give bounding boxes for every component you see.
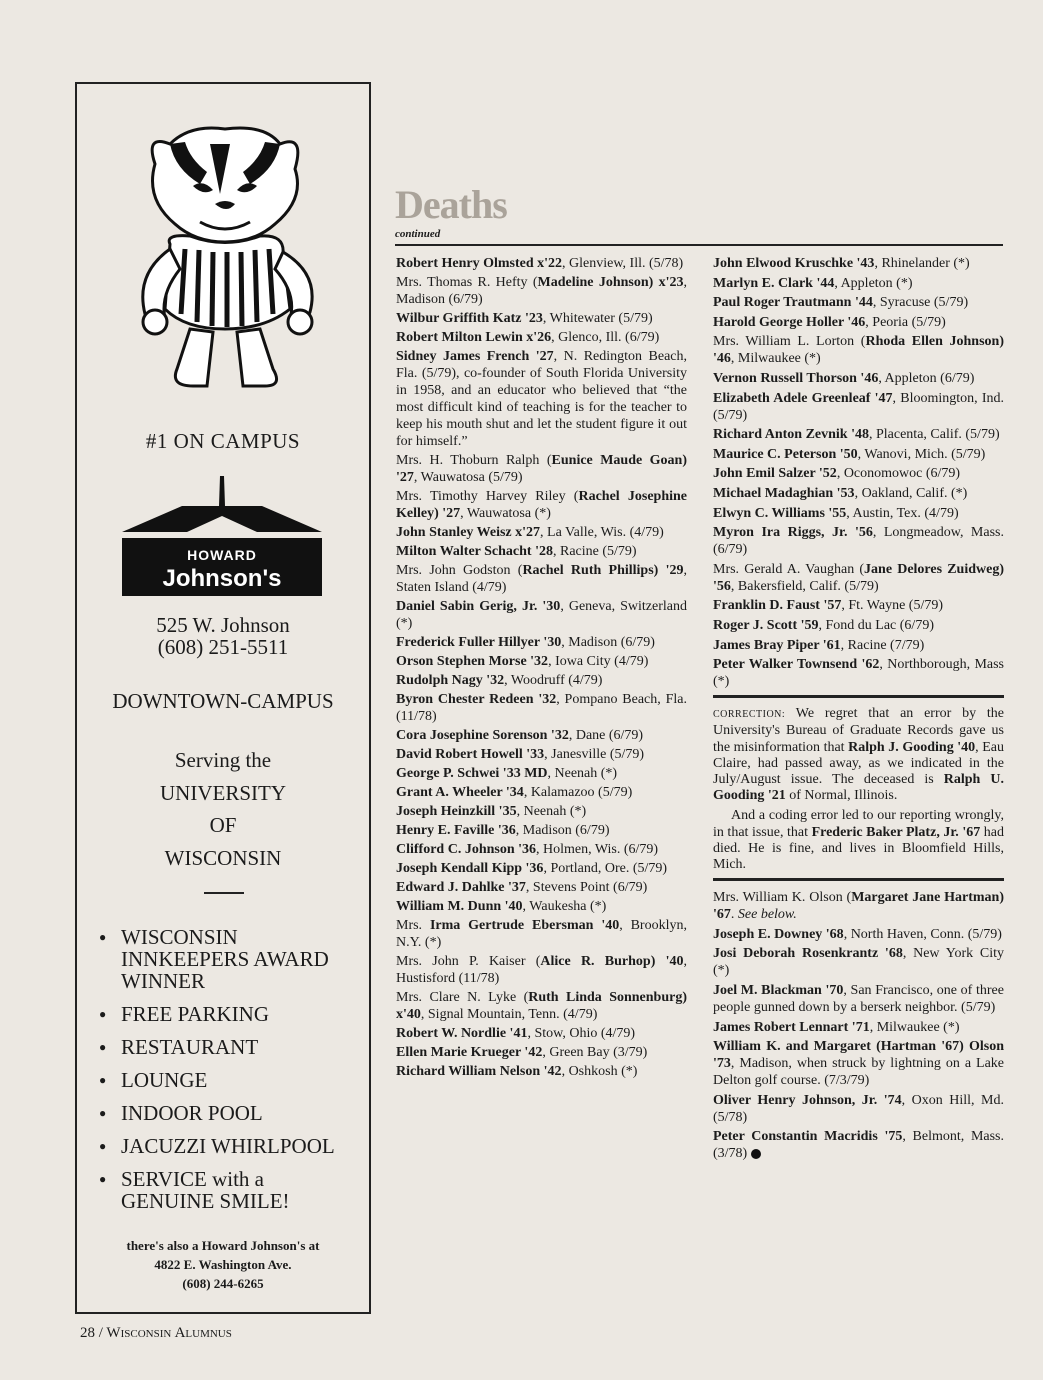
entry-details: , Belmont, Mass. (3/78) xyxy=(713,1129,1004,1162)
entry-details: , Rhinelander (*) xyxy=(874,256,970,271)
section-header xyxy=(395,182,507,240)
page-footer xyxy=(80,1325,232,1342)
entry-name: Maurice C. Peterson '50 xyxy=(713,446,858,462)
ad-feature-item: ● SERVICE with a GENUINE SMILE! xyxy=(99,1168,359,1212)
entry-details: , Stow, Ohio (4/79) xyxy=(527,1026,636,1041)
entry-details: , Fond du Lac (6/79) xyxy=(818,617,934,633)
footer-separator: / xyxy=(98,1325,103,1341)
ad-address xyxy=(77,614,369,658)
entry-details: , Neenah (*) xyxy=(516,804,587,819)
obituary-entry xyxy=(396,784,687,801)
obituary-entry xyxy=(396,803,687,820)
ad-footer xyxy=(77,1236,369,1293)
entry-name: Grant A. Wheeler '34 xyxy=(396,785,524,800)
correction-name: Ralph U. Gooding '21 xyxy=(713,771,1004,804)
entry-name: Jane Delores Zuidweg) '56 xyxy=(713,561,1004,594)
entry-details: , Pompano Beach, Fla. (11/78) xyxy=(396,692,687,724)
correction-text: We regret that an error by the University's Bureau of Graduate Records gave us the misinformation that xyxy=(713,706,1004,755)
end-mark-icon xyxy=(751,1149,761,1159)
entry-details: , Green Bay (3/79) xyxy=(542,1045,648,1060)
entry-name: John Elwood Kruschke '43 xyxy=(713,256,875,271)
ad-serving-line: Serving the xyxy=(174,748,272,772)
entry-name: Orson Stephen Morse '32 xyxy=(396,654,549,669)
entry-details: , Oxon Hill, Md. (5/78) xyxy=(713,1092,1004,1125)
entry-name: Marlyn E. Clark '44 xyxy=(713,275,835,291)
entry-name: Madeline Johnson) x'23 xyxy=(537,275,684,290)
ad-serving xyxy=(77,744,369,874)
entry-details: , San Francisco, one of three people gunned down by a berserk neighbor. (5/79) xyxy=(713,982,1004,1015)
entry-details: , Signal Mountain, Tenn. (4/79) xyxy=(420,1007,598,1022)
obituary-entry xyxy=(396,543,687,560)
correction-text: , Eau Claire, had passed away, as we indicated in the July/August issue. The deceased is xyxy=(713,739,1005,787)
obituary-entry xyxy=(396,255,687,272)
entry-details: , Wauwatosa (5/79) xyxy=(413,470,523,485)
entry-prefix: Mrs. xyxy=(396,918,430,933)
entry-name: Cora Josephine Sorenson '32 xyxy=(396,728,569,743)
entry-details: , Wauwatosa (*) xyxy=(460,506,551,521)
entry-details: , Peoria (5/79) xyxy=(865,314,946,330)
ad-serving-line: WISCONSIN xyxy=(164,845,282,870)
obituary-entry xyxy=(713,945,1004,979)
page-subtitle: continued xyxy=(395,228,441,240)
entry-name: Elwyn C. Williams '55 xyxy=(713,505,847,521)
entry-name: Peter Walker Townsend '62 xyxy=(713,657,880,673)
entry-details: , Appleton (*) xyxy=(834,275,913,291)
obituary-entry xyxy=(396,653,687,670)
section-rule xyxy=(713,878,1004,881)
entry-name: Michael Madaghian '53 xyxy=(713,485,855,501)
correction-text: of Normal, Illinois. xyxy=(785,788,898,804)
entry-details: , Dane (6/79) xyxy=(568,728,644,743)
obituary-entry xyxy=(396,953,687,987)
obituary-entry xyxy=(713,889,1004,923)
obituary-entry xyxy=(713,1038,1004,1089)
entry-name: William M. Dunn '40 xyxy=(396,899,523,914)
entry-prefix: Mrs. Clare N. Lyke ( xyxy=(396,990,529,1005)
entry-details: , Milwaukee (*) xyxy=(730,351,821,367)
entry-details: , Racine (5/79) xyxy=(552,544,637,559)
obituary-entry xyxy=(713,524,1004,558)
entry-name: Richard William Nelson '42 xyxy=(396,1064,562,1079)
entry-name: Clifford C. Johnson '36 xyxy=(396,842,537,857)
ad-feature-item: ● INDOOR POOL xyxy=(99,1102,359,1124)
logo-line-2: Johnson's xyxy=(162,565,282,592)
entry-name: William K. and Margaret (Hartman '67) Olson '73 xyxy=(713,1039,1004,1072)
obituary-entry xyxy=(713,370,1004,387)
entry-details: , Waukesha (*) xyxy=(522,899,607,914)
obituary-entry xyxy=(396,841,687,858)
obituary-list-lower xyxy=(713,889,1004,1162)
entry-name: Josi Deborah Rosenkrantz '68 xyxy=(713,946,903,962)
obituary-entry xyxy=(396,1063,687,1080)
obituary-entry xyxy=(713,505,1004,522)
badger-mascot-illustration xyxy=(115,124,335,394)
entry-name: Byron Chester Redeen '32 xyxy=(396,692,557,707)
correction-name: Frederic Baker Platz, Jr. '67 xyxy=(811,824,981,840)
ad-footer-line: 4822 E. Washington Ave. xyxy=(154,1257,292,1272)
obituary-entry xyxy=(713,656,1004,690)
entry-name: David Robert Howell '33 xyxy=(396,747,545,762)
entry-name: Robert W. Nordlie '41 xyxy=(396,1026,528,1041)
entry-name: Oliver Henry Johnson, Jr. '74 xyxy=(713,1092,902,1108)
entry-prefix: Mrs. William K. Olson ( xyxy=(713,890,852,906)
obituary-entry xyxy=(396,634,687,651)
obituary-entry xyxy=(396,452,687,486)
entry-details: , Janesville (5/79) xyxy=(544,747,645,762)
entry-details: , Hustisford (11/78) xyxy=(396,954,687,986)
ad-footer-line: (608) 244-6265 xyxy=(182,1276,264,1291)
entry-details: , Ft. Wayne (5/79) xyxy=(841,598,944,614)
entry-name: Joel M. Blackman '70 xyxy=(713,982,844,998)
entry-name: Edward J. Dahlke '37 xyxy=(396,880,526,895)
obituary-entry xyxy=(396,765,687,782)
obituary-entry xyxy=(396,310,687,327)
entry-details: , Oshkosh (*) xyxy=(561,1064,638,1079)
entry-details: , Madison (6/79) xyxy=(396,275,687,307)
entry-prefix: Mrs. Timothy Harvey Riley ( xyxy=(396,489,579,504)
obituary-entry xyxy=(713,597,1004,614)
obituary-entry xyxy=(713,333,1004,367)
ad-feature-item: ● FREE PARKING xyxy=(99,1003,359,1025)
entry-name: Rachel Josephine Kelley) '27 xyxy=(396,489,687,521)
ad-address-line-2: (608) 251-5511 xyxy=(157,635,289,659)
obituary-entry xyxy=(396,562,687,596)
entry-name: Ruth Linda Sonnenburg) x'40 xyxy=(396,990,687,1022)
entry-details: , Madison, when struck by lightning on a Lake Delton golf course. (7/3/79) xyxy=(713,1056,1004,1089)
correction-text: And a coding error led to our reporting wrongly, in that issue, that xyxy=(713,808,1004,840)
entry-name: Rudolph Nagy '32 xyxy=(396,673,505,688)
entry-details: , Stevens Point (6/79) xyxy=(525,880,648,895)
entry-details: , Brooklyn, N.Y. (*) xyxy=(396,918,687,950)
obituary-entry xyxy=(396,274,687,308)
entry-prefix: Mrs. John P. Kaiser ( xyxy=(396,954,541,969)
advertisement-box xyxy=(75,82,371,1314)
ad-location: DOWNTOWN-CAMPUS xyxy=(112,689,334,713)
entry-details: , Wanovi, Mich. (5/79) xyxy=(857,446,986,462)
entry-name: Milton Walter Schacht '28 xyxy=(396,544,553,559)
entry-name: Elizabeth Adele Greenleaf '47 xyxy=(713,390,893,406)
entry-name: Paul Roger Trautmann '44 xyxy=(713,295,873,311)
obituary-entry xyxy=(396,1044,687,1061)
ad-slogan: #1 ON CAMPUS xyxy=(145,429,301,453)
ad-divider xyxy=(204,892,244,894)
magazine-name: WISCONSIN ALUMNUS xyxy=(106,1325,232,1341)
obituary-entry xyxy=(396,898,687,915)
entry-name: Margaret Jane Hartman) '67 xyxy=(713,890,1004,923)
obituary-entry xyxy=(396,691,687,725)
entry-name: Harold George Holler '46 xyxy=(713,314,866,330)
obituary-entry xyxy=(396,672,687,689)
obituary-entry xyxy=(713,314,1004,331)
entry-name: Myron Ira Riggs, Jr. '56 xyxy=(713,525,873,541)
obituary-entry xyxy=(713,982,1004,1016)
obituary-entry xyxy=(713,617,1004,634)
obituary-entry xyxy=(396,488,687,522)
obituary-entry xyxy=(396,989,687,1023)
obituary-entry xyxy=(396,727,687,744)
ad-feature-item: ● JACUZZI WHIRLPOOL xyxy=(99,1135,359,1157)
section-rule xyxy=(713,695,1004,698)
obituary-entry xyxy=(396,860,687,877)
entry-details: , Staten Island (4/79) xyxy=(396,563,687,595)
entry-name: Eunice Maude Goan) '27 xyxy=(396,453,687,485)
entry-details: , Austin, Tex. (4/79) xyxy=(846,505,959,521)
entry-prefix: Mrs. Gerald A. Vaughan ( xyxy=(713,561,865,577)
entry-note: See below. xyxy=(737,907,797,923)
entry-details: , N. Redington Beach, Fla. (5/79), co-founder of South Florida University in 1958, and an educator who believed that “the most difficult kind of teaching is for the teacher to keep his mouth shut and let the student figure it out for himself.” xyxy=(396,349,687,449)
obituary-entry xyxy=(713,275,1004,292)
entry-details: . xyxy=(730,907,738,923)
page-number: 28 xyxy=(80,1325,95,1341)
entry-prefix: Mrs. Thomas R. Hefty ( xyxy=(396,275,538,290)
entry-details: , Appleton (6/79) xyxy=(878,370,975,386)
howard-johnsons-logo xyxy=(122,476,322,596)
obituary-entry xyxy=(396,1025,687,1042)
obituary-entry xyxy=(713,1128,1004,1162)
entry-name: Richard Anton Zevnik '48 xyxy=(713,427,869,443)
obituary-entry xyxy=(396,524,687,541)
obituary-entry xyxy=(713,465,1004,482)
obituary-entry xyxy=(396,917,687,951)
correction-paragraph-2 xyxy=(713,808,1004,873)
entry-details: , Whitewater (5/79) xyxy=(542,311,653,326)
obituary-entry xyxy=(713,637,1004,654)
ad-feature-item: ● LOUNGE xyxy=(99,1069,359,1091)
entry-details: , Oconomowoc (6/79) xyxy=(836,466,961,482)
entry-name: James Bray Piper '61 xyxy=(713,637,841,653)
entry-details: , Kalamazoo (5/79) xyxy=(523,785,633,800)
obituary-entry xyxy=(713,1019,1004,1036)
obituary-entry xyxy=(713,485,1004,502)
obituary-entry xyxy=(396,348,687,450)
entry-name: Wilbur Griffith Katz '23 xyxy=(396,311,543,326)
entry-name: Joseph E. Downey '68 xyxy=(713,926,844,942)
entry-details: , Portland, Ore. (5/79) xyxy=(543,861,668,876)
entry-prefix: Mrs. H. Thoburn Ralph ( xyxy=(396,453,552,468)
entry-details: , Iowa City (4/79) xyxy=(548,654,649,669)
entry-details: , Syracuse (5/79) xyxy=(872,295,969,311)
obituary-entry xyxy=(396,329,687,346)
entry-name: Rhoda Ellen Johnson) '46 xyxy=(713,334,1004,367)
ad-footer-line: there's also a Howard Johnson's at xyxy=(126,1238,320,1253)
entry-details: , Longmeadow, Mass. (6/79) xyxy=(713,525,1004,558)
entry-name: Vernon Russell Thorson '46 xyxy=(713,370,879,386)
entry-name: Joseph Heinzkill '35 xyxy=(396,804,517,819)
entry-name: Robert Milton Lewin x'26 xyxy=(396,330,552,345)
entry-details: , Glenco, Ill. (6/79) xyxy=(551,330,660,345)
entry-prefix: Mrs. John Godston ( xyxy=(396,563,523,578)
ad-serving-line: UNIVERSITY xyxy=(160,780,286,805)
obituary-entry xyxy=(713,561,1004,595)
entry-name: John Emil Salzer '52 xyxy=(713,466,837,482)
ad-feature-item: ● WISCONSIN INNKEEPERS AWARD WINNER xyxy=(99,926,359,992)
entry-details: , Woodruff (4/79) xyxy=(504,673,603,688)
correction-name: Ralph J. Gooding '40 xyxy=(848,739,976,755)
correction-paragraph-1 xyxy=(713,706,1004,804)
entry-name: Franklin D. Faust '57 xyxy=(713,598,842,614)
entry-details: , Northborough, Mass (*) xyxy=(713,657,1005,690)
entry-details: , Madison (6/79) xyxy=(561,635,655,650)
entry-name: Frederick Fuller Hillyer '30 xyxy=(396,635,562,650)
obituary-column-1 xyxy=(396,255,687,1082)
entry-name: George P. Schwei '33 MD xyxy=(396,766,548,781)
obituary-entry xyxy=(713,446,1004,463)
entry-name: Roger J. Scott '59 xyxy=(713,617,819,633)
entry-details: , Oakland, Calif. (*) xyxy=(854,485,968,501)
entry-details: , New York City (*) xyxy=(713,946,1004,979)
obituary-list-upper xyxy=(713,255,1004,690)
entry-name: Henry E. Faville '36 xyxy=(396,823,516,838)
obituary-entry xyxy=(396,598,687,632)
entry-details: , Glenview, Ill. (5/78) xyxy=(562,256,684,271)
entry-name: Irma Gertrude Ebersman '40 xyxy=(429,918,620,933)
correction-notice xyxy=(713,706,1004,873)
ad-address-line-1: 525 W. Johnson xyxy=(156,613,290,637)
correction-text: had died. He is fine, and lives in Bloomfield Hills, Mich. xyxy=(713,824,1004,872)
obituary-entry xyxy=(713,926,1004,943)
entry-details: , Geneva, Switzerland (*) xyxy=(396,599,688,631)
entry-name: John Stanley Weisz x'27 xyxy=(396,525,541,540)
entry-details: , Racine (7/79) xyxy=(840,637,925,653)
obituary-entry xyxy=(713,390,1004,424)
entry-name: Ellen Marie Krueger '42 xyxy=(396,1045,543,1060)
entry-name: Joseph Kendall Kipp '36 xyxy=(396,861,544,876)
entry-name: James Robert Lennart '71 xyxy=(713,1019,870,1035)
logo-line-1: HOWARD xyxy=(187,547,257,563)
ad-serving-line: OF xyxy=(209,813,237,837)
entry-details: , Placenta, Calif. (5/79) xyxy=(868,427,1000,443)
obituary-entry xyxy=(396,879,687,896)
entry-details: , North Haven, Conn. (5/79) xyxy=(843,926,1002,942)
obituary-entry xyxy=(713,255,1004,272)
ad-feature-list xyxy=(99,926,359,1223)
page-title: Deaths xyxy=(395,182,507,227)
entry-name: Daniel Sabin Gerig, Jr. '30 xyxy=(396,599,561,614)
header-rule xyxy=(395,244,1003,246)
entry-name: Peter Constantin Macridis '75 xyxy=(713,1129,903,1145)
ad-feature-item: ● RESTAURANT xyxy=(99,1036,359,1058)
entry-name: Robert Henry Olmsted x'22 xyxy=(396,256,563,271)
entry-details: , Madison (6/79) xyxy=(515,823,610,838)
obituary-column-2 xyxy=(713,255,1004,1165)
entry-details: , Milwaukee (*) xyxy=(869,1019,960,1035)
obituary-entry xyxy=(713,294,1004,311)
entry-details: , Bloomington, Ind. (5/79) xyxy=(713,390,1004,423)
entry-prefix: Mrs. William L. Lorton ( xyxy=(713,334,866,350)
obituary-entry xyxy=(396,822,687,839)
entry-details: , Bakersfield, Calif. (5/79) xyxy=(730,578,879,594)
entry-name: Rachel Ruth Phillips) '29 xyxy=(522,563,684,578)
correction-label: CORRECTION: xyxy=(713,709,786,721)
entry-name: Alice R. Burhop) '40 xyxy=(540,954,684,969)
entry-name: Sidney James French '27 xyxy=(396,349,554,364)
entry-details: , Holmen, Wis. (6/79) xyxy=(536,842,659,857)
entry-details: , Neenah (*) xyxy=(547,766,618,781)
obituary-entry xyxy=(713,426,1004,443)
obituary-entry xyxy=(713,1092,1004,1126)
obituary-entry xyxy=(396,746,687,763)
entry-details: , La Valle, Wis. (4/79) xyxy=(540,525,664,540)
